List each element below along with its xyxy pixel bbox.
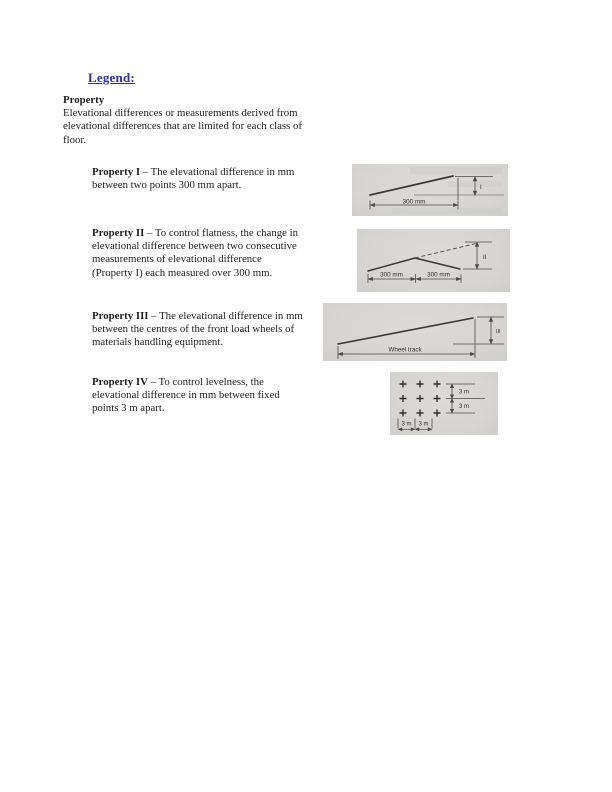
- scan-bleed-artifacts: [392, 167, 502, 214]
- row-gap-label: 3 m: [459, 389, 470, 396]
- property-2-label: Property II: [92, 227, 145, 239]
- property-4-definition: – To control levelness, the: [147, 376, 264, 388]
- floor-slope-line: [370, 176, 453, 195]
- property-1-definition: – The elevational difference in mm: [140, 166, 295, 178]
- property-2-diagram: [357, 229, 510, 292]
- column-gap-label: 3 m: [401, 421, 412, 428]
- fixed-points-grid-diagram: [390, 372, 498, 435]
- property-line: elevational difference between two consecutive: [92, 240, 297, 253]
- property-line: elevational difference in mm between fixed: [92, 389, 280, 402]
- column-gap-label: 3 m: [418, 421, 429, 428]
- property-line: measurements of elevational difference: [92, 253, 262, 266]
- property-4-diagram: [390, 372, 498, 435]
- property-line: [92, 227, 360, 240]
- length-label: Wheel track: [388, 346, 422, 354]
- intro-heading: Property: [63, 94, 105, 106]
- projected-slope-dashed-line: [415, 243, 478, 258]
- property-4-text: [92, 376, 360, 416]
- right-slope-line: [415, 258, 460, 269]
- property-1-label: Property I: [92, 166, 141, 178]
- marker-label: III: [496, 329, 501, 335]
- property-line: [92, 376, 360, 389]
- property-line: [92, 310, 360, 323]
- property-3-definition: – The elevational difference in mm: [148, 310, 303, 322]
- property-1-diagram: [352, 164, 508, 216]
- property-line: (Property I) each measured over 300 mm.: [92, 266, 273, 279]
- property-line: between the centres of the front load wheels of: [92, 323, 295, 336]
- property-3-label: Property III: [92, 310, 149, 322]
- property-line: between two points 300 mm apart.: [92, 179, 242, 192]
- length-label: 300 mm: [427, 271, 450, 279]
- property-line: [92, 166, 360, 179]
- intro-line: floor.: [63, 133, 87, 146]
- property-1-text: [92, 166, 360, 192]
- property-2-text: [92, 227, 360, 280]
- property-line: points 3 m apart.: [92, 402, 165, 415]
- property-2-definition: – To control flatness, the change in: [144, 227, 299, 239]
- property-4-label: Property IV: [92, 376, 148, 388]
- fixed-point-cross-grid: [400, 381, 441, 417]
- vertical-dimension-arrow: [475, 243, 478, 269]
- floor-slope-line: [338, 318, 473, 344]
- property-3-text: [92, 310, 360, 350]
- row-gap-label: 3 m: [459, 404, 470, 410]
- wheel-track-slope-diagram: [323, 303, 507, 361]
- property-line: materials handling equipment.: [92, 336, 224, 349]
- length-label: 300 mm: [402, 198, 426, 206]
- marker-label: II: [483, 255, 487, 261]
- marker-label: I: [480, 185, 482, 191]
- length-label: 300 mm: [380, 271, 403, 279]
- legend-heading: Legend:: [88, 70, 135, 85]
- intro-line: Elevational differences or measurements derived from: [63, 107, 298, 120]
- slope-diagram-300mm: [352, 164, 508, 216]
- left-slope-line: [368, 258, 415, 271]
- vertical-dimension-arrow: [489, 318, 492, 344]
- intro-line: elevational differences that are limited for each class of: [63, 120, 303, 133]
- property-3-diagram: [323, 303, 507, 361]
- property-intro: [63, 94, 343, 147]
- peak-diagram-two-300mm: [357, 229, 510, 292]
